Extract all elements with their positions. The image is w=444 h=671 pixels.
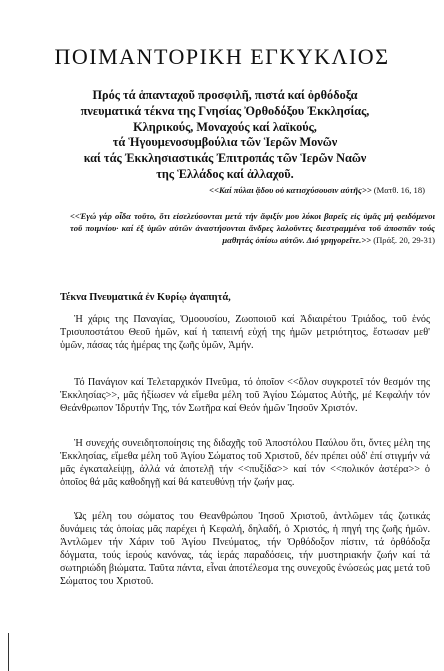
epigraph-quote-1 [60,184,425,196]
epigraph-quote-2 [70,210,435,247]
body-paragraph-4: Ὡς μέλη του σώματος του Θεανθρώπου Ἰησοῦ Χριστοῦ, ἀντλῶμεν τάς ζωτικάς δυνάμεις τάς ὁποίας μᾶς παρέχει ἡ Κεφαλή, δηλαδή, ὁ Χριστός, ἡ πηγή της ζωῆς ἡμῶν. Ἀντλῶμεν τήν Χάριν τοῦ Ἁγίου Πνεύματος, τήν Ὀρθόδοξον πίστιν, τά ὀρθόδοξα δόγματα, τούς ἱερούς κανόνας, τάς ἱεράς παραδόσεις, τήν μυστηριακήν ζωήν καί τά σωτηριώδη βιώματα. Ταῦτα πάντα, εἶναι ἀποτέλεσμα της συνεχοῦς ἑνώσεώς μας μετά τοῦ Σώματος του Χριστοῦ. [60,511,430,588]
quote-reference: (Ματθ. 16, 18) [371,185,425,195]
address-line: καί τάς Ἐκκλησιαστικάς Ἐπιτροπάς τῶν Ἱερῶν Ναῶν [83,151,367,166]
body-paragraph-3: Ἡ συνεχής συνειδητοποίησις της διδαχῆς τοῦ Ἀποστόλου Παύλου ὅτι, ὄντες μέλη της Ἐκκλησίας, εἴμεθα μέλη τοῦ Ἁγίου Σώματος τοῦ Χριστοῦ, δέν πρέπει οὐδ' ἐπί στιγμήν νά μᾶς ἐγκαταλείψῃ, ἀλλά νά ἀποτελῇ τήν <<πυξίδα>> καί τόν <<πολικόν ἀστέρα>> ὁ ὁποῖος θά μᾶς καθοδηγῇ καί θά κατευθύνῃ τήν ζωήν μας. [60,438,430,489]
document-title: ΠΟΙΜΑΝΤΟΡΙΚΗ ΕΓΚΥΚΛΙΟΣ [54,44,390,69]
address-line: Κληρικούς, Μοναχούς καί λαϊκούς, [133,119,317,134]
address-block [50,88,400,183]
margin-line [8,633,9,671]
quote-reference: (Πράξ. 20, 29-31) [371,235,435,246]
body-paragraph-1: Ἡ χάρις της Παναγίας, Ὁμοουσίου, Ζωοποιοῦ καί Ἀδιαιρέτου Τριάδος, τοῦ ἑνός Τρισυποστάτου Θεοῦ ἡμῶν, καί ἡ ταπεινή εὐχή της ἡμῶν μετριότητος, ἔστωσαν μεθ' ὑμῶν, πάσας τάς ἡμέρας της ζωῆς ὑμῶν, Ἀμήν. [60,314,430,352]
quote-text: <<Καί πύλαι ᾅδου οὐ κατισχύσουσιν αὐτῆς>> [209,185,372,195]
address-line: της Ἑλλάδος καί ἀλλαχοῦ. [156,166,294,181]
address-line: πνευματικά τέκνα της Γνησίας Ὀρθοδόξου Ἐκκλησίας, [80,103,370,118]
address-line: Πρός τά ἁπανταχοῦ προσφιλῆ, πιστά καί ὀρθόδοξα [92,88,358,102]
body-paragraph-2: Τό Πανάγιον καί Τελεταρχικόν Πνεῦμα, τό ὁποῖον <<ὅλον συγκροτεῖ τόν θεσμόν της Ἐκκλησίας>>, μᾶς ἠξίωσεν νά εἴμεθα μέλη τοῦ Ἁγίου Σώματος Αὐτῆς, μέ Κεφαλήν τόν Θεάνθρωπον Ἱδρυτήν Της, τόν Σωτῆρα καί Θεόν ἡμῶν Ἰησοῦν Χριστόν. [60,377,430,415]
address-line: τά Ἡγουμενοσυμβούλια τῶν Ἱερῶν Μονῶν [112,135,338,150]
greeting: Τέκνα Πνευματικά ἐν Κυρίῳ ἀγαπητά, [60,292,231,303]
quote-text: <<Ἐγώ γάρ οἶδα τοῦτο, ὅτι εἰσελεύσονται μετά τήν ἄφιξίν μου λύκοι βαρεῖς εἰς ὑμᾶς μή φειδόμενοι τοῦ ποιμνίου· καί ἐξ ὑμῶν αὐτῶν ἀναστήσονται ἄνδρες λαλοῦντες διεστραμμένα τοῦ ἀποσπᾶν τούς μαθητάς ὀπίσω αὐτῶν. Διό γρηγορεῖτε.>> [70,211,435,246]
